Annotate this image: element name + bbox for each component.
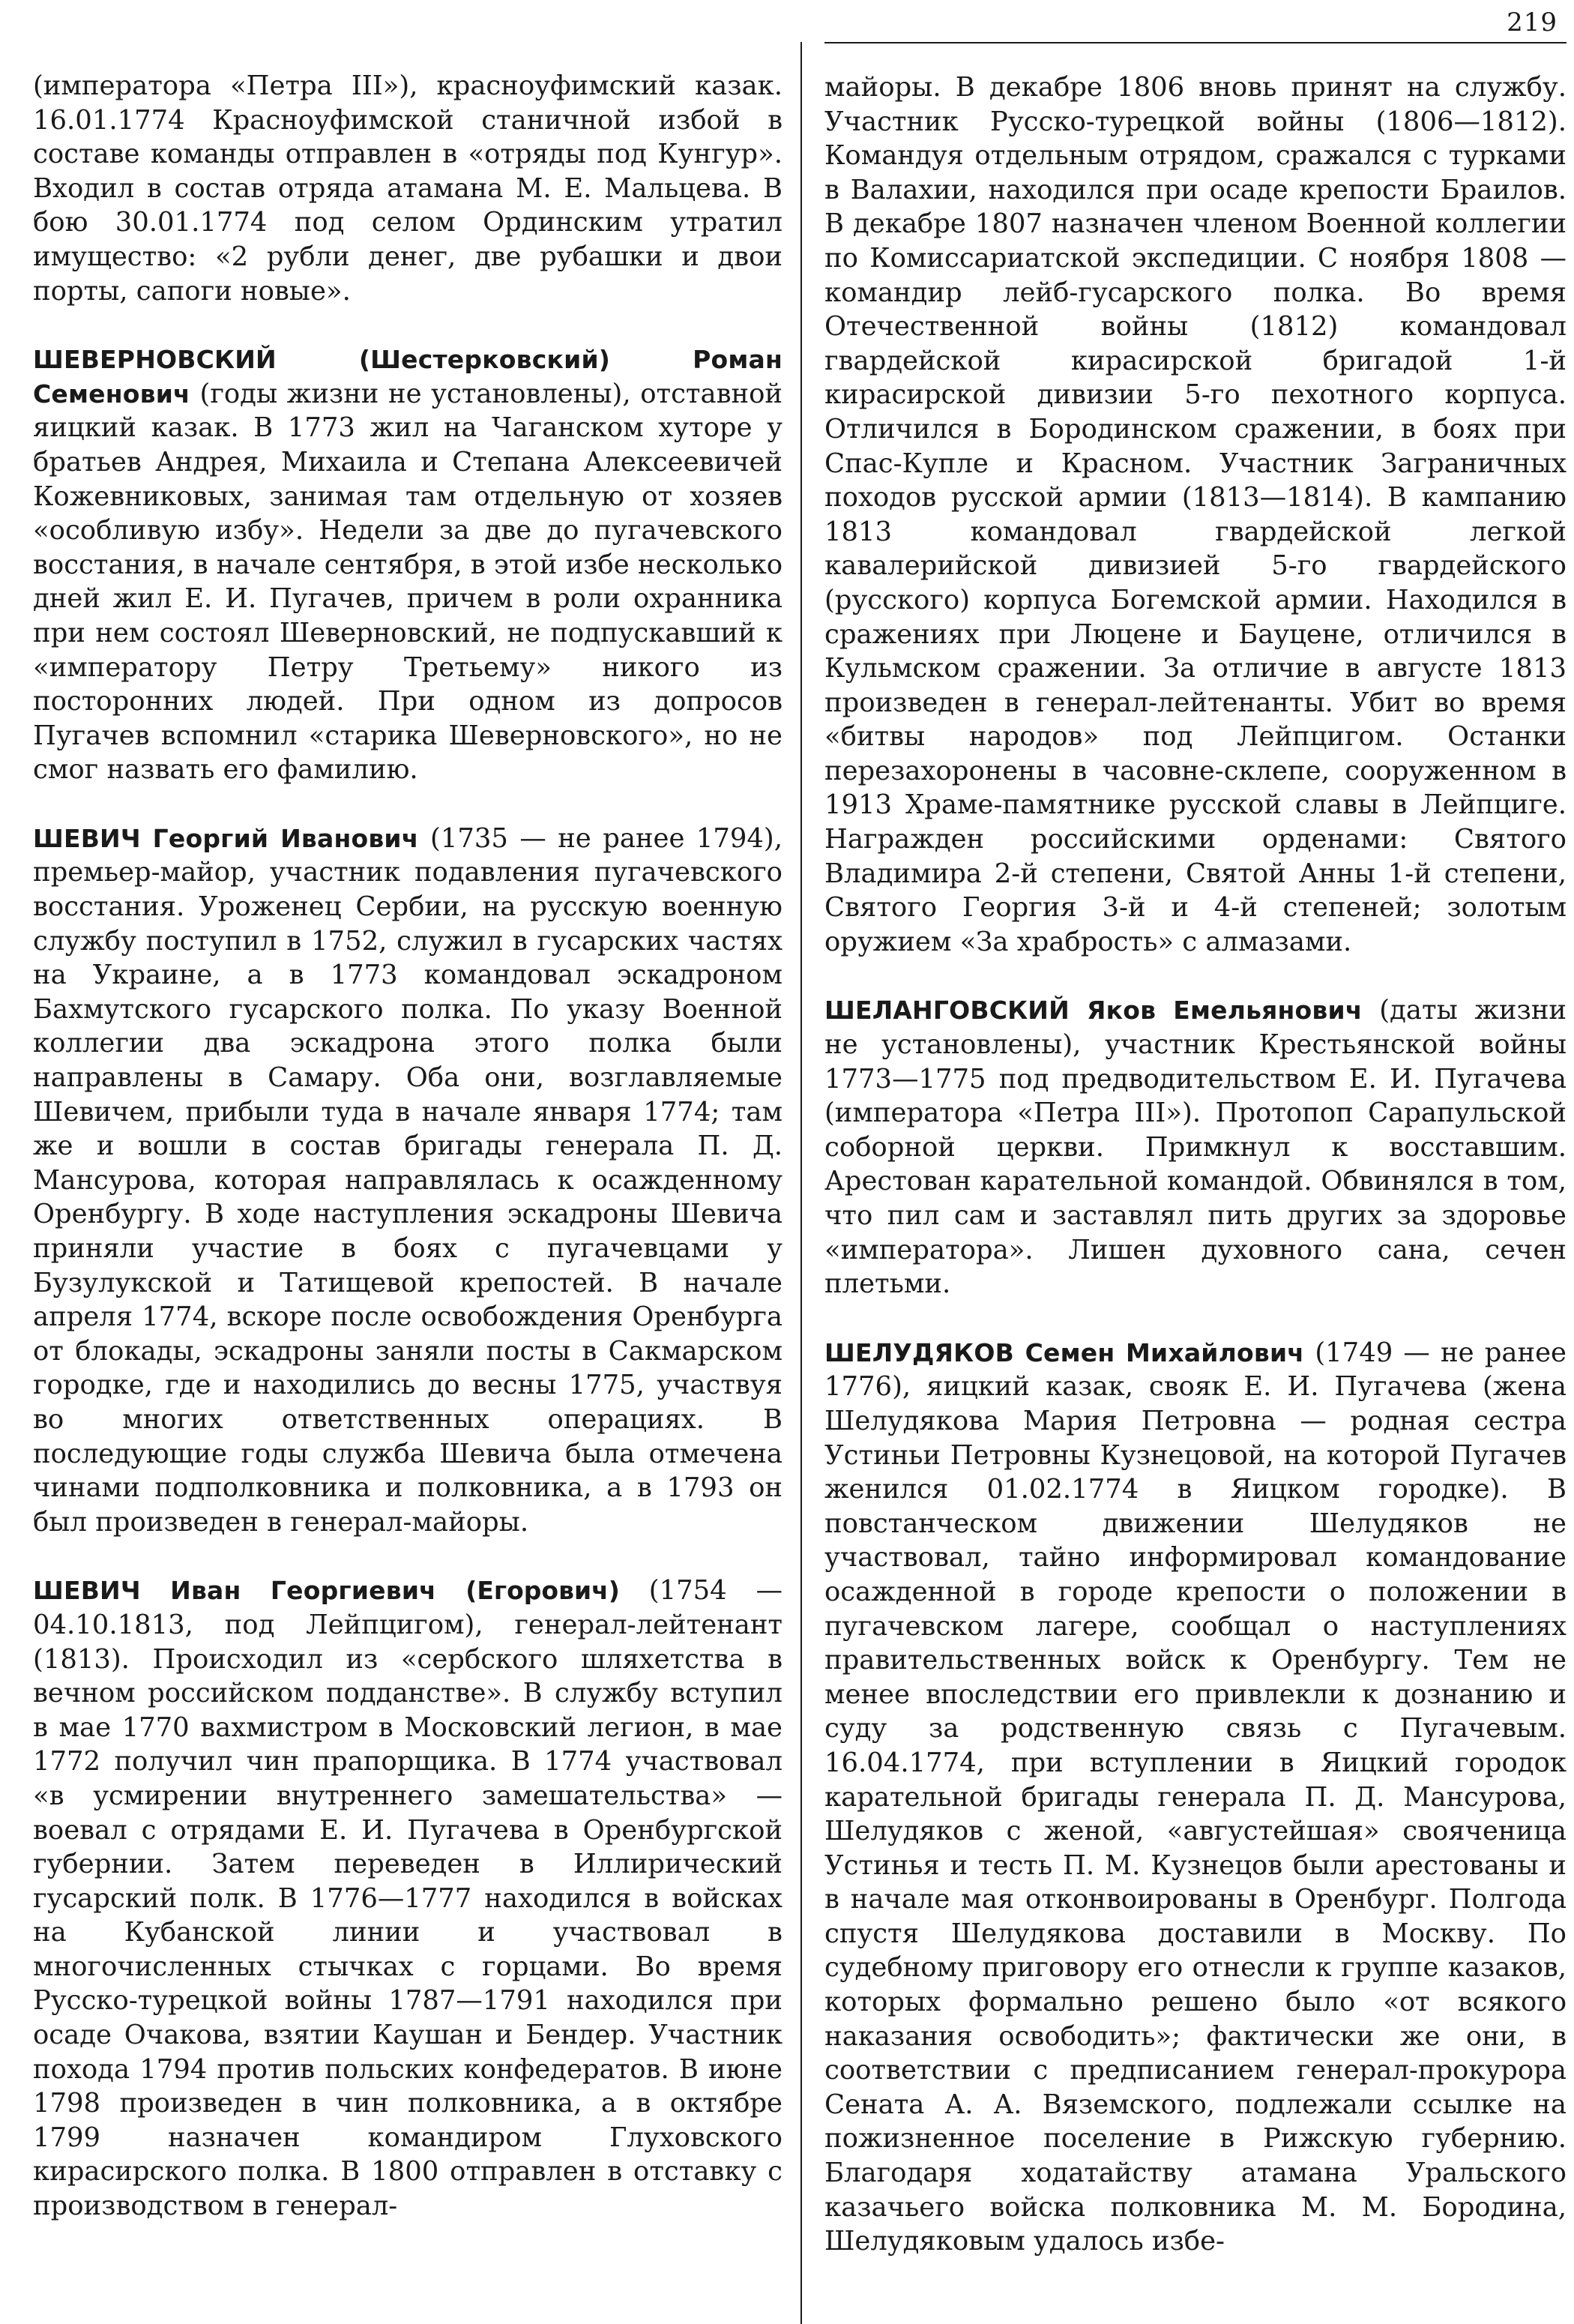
entry-continuation: (императора «Петра III»), красноуфимский казак. 16.01.1774 Красноуфимской станичной избой в составе команды отправлен в «отряды под Кунгур». Входил в состав отряда атамана М. Е. Мальцева. В бою 30.01.1774 под селом Ординским утратил имущество: «2 рубли денег, две рубашки и двои порты, сапоги новые». <box>33 70 783 307</box>
entry-headword: ШЕВИЧ Георгий Иванович <box>33 823 419 853</box>
entry-shevich-ivan <box>33 1574 783 2223</box>
entry-text: (даты жизни не установлены), участник Крестьянской войны 1773—1775 под предводительством Е. И. Пугачева (императора «Петра III»). Протопоп Сарапульской соборной церкви. Примкнул к восставшим. Арестован карательной командой. Обвинялся в том, что пил сам и заставлял пить других за здоровье «императора». Лишен духовного сана, сечен плетьми. <box>824 995 1567 1300</box>
entry-continuation: майоры. В декабре 1806 вновь принят на службу. Участник Русско-турецкой войны (1806—1812). Командуя отдельным отрядом, сражался с турками в Валахии, находился при осаде крепости Браилов. В декабре 1807 назначен членом Военной коллегии по Комиссариатской экспедиции. С ноября 1808 — командир лейб-гусарского полка. Во время Отечественной войны (1812) командовал гвардейской кирасирской бригадой 1-й кирасирской дивизии 5-го пехотного корпуса. Отличился в Бородинском сражении, в боях при Спас-Купле и Красном. Участник Заграничных походов русской армии (1813—1814). В кампанию 1813 командовал гвардейской легкой кавалерийской дивизией 5-го гвардейского (русского) корпуса Богемской армии. Находился в сражениях при Люцене и Бауцене, отличился в Кульмском сражении. За отличие в августе 1813 произведен в генерал-лейтенанты. Убит во время «битвы народов» под Лейпцигом. Останки перезахоронены в часовне-склепе, сооруженном в 1913 Храме-памятнике русской славы в Лейпциге. Награжден российскими орденами: Святого Владимира 2-й степени, Святой Анны 1-й степени, Святого Георгия 3-й и 4-й степеней; золотым оружием «За храбрость» с алмазами. <box>824 72 1567 957</box>
entry-headword: ШЕВЕРНОВСКИЙ (Шестерковский) Роман Семенович <box>33 345 783 409</box>
entry-text: (1749 — не ранее 1776), яицкий казак, свояк Е. И. Пугачева (жена Шелудякова Мария Петровна — родная сестра Устиньи Петровны Кузнецовой, на которой Пугачев женился 01.02.1774 в Яицком городке). В повстанческом движении Шелудяков не участвовал, тайно информировал командование осажденной в городе крепости о положении в пугачевском лагере, сообщал о наступлениях правительственных войск к Оренбургу. Тем не менее впоследствии его привлекли к дознанию и суду за родственную связь с Пугачевым. 16.04.1774, при вступлении в Яицкий городок карательной бригады генерала П. Д. Мансурова, Шелудяков с женой, «августейшая» свояченица Устинья и тесть П. М. Кузнецов были арестованы и в начале мая отконвоированы в Оренбург. Полгода спустя Шелудякова доставили в Москву. По судебному приговору его отнесли к группе казаков, которых формально решено было «от всякого наказания освободить»; фактически же они, в соответствии с предписанием генерал-прокурора Сената А. А. Вяземского, подлежали ссылке на пожизненное поселение в Рижскую губернию. Благодаря ходатайству атамана Уральского казачьего войска полковника М. М. Бородина, Шелудяковым удалось избе- <box>824 1337 1567 2257</box>
header-rule <box>824 42 1567 43</box>
column-divider <box>800 42 802 2324</box>
entry-text: (1735 — не ранее 1794), премьер-майор, участник подавления пугачевского восстания. Уроженец Сербии, на русскую военную службу поступил в 1752, служил в гусарских частях на Украине, а в 1773 командовал эскадроном Бахмутского гусарского полка. По указу Военной коллегии два эскадрона этого полка были направлены в Самару. Оба они, возглавляемые Шевичем, прибыли туда в начале января 1774; там же и вошли в состав бригады генерала П. Д. Мансурова, которая направлялась к осажденному Оренбургу. В ходе наступления эскадроны Шевича приняли участие в боях с пугачевцами у Бузулукской и Татищевой крепостей. В начале апреля 1774, вскоре после освобождения Оренбурга от блокады, эскадроны заняли посты в Сакмарском городке, где и находились до весны 1775, участвуя во многих ответственных операциях. В последующие годы служба Шевича была отмечена чинами подполковника и полковника, а в 1793 он был произведен в генерал-майоры. <box>33 822 783 1538</box>
entry-text: (1754 — 04.10.1813, под Лейпцигом), генерал-лейтенант (1813). Происходил из «сербского шляхетства в вечном российском подданстве». В службу вступил в мае 1770 вахмистром в Московский легион, в мае 1772 получил чин прапорщика. В 1774 участвовал «в усмирении внутреннего замешательства» — воевал с отрядами Е. И. Пугачева в Оренбургской губернии. Затем переведен в Иллирический гусарский полк. В 1776—1777 находился в войсках на Кубанской линии и участвовал в многочисленных стычках с горцами. Во время Русско-турецкой войны 1787—1791 находился при осаде Очакова, взятии Каушан и Бендер. Участник похода 1794 против польских конфедератов. В июне 1798 произведен в чин полковника, а в октябре 1799 назначен командиром Глуховского кирасирского полка. В 1800 отправлен в отставку с производством в генерал- <box>33 1575 783 2222</box>
left-column <box>33 69 783 2258</box>
entry-headword: ШЕЛАНГОВСКИЙ Яков Емельянович <box>824 996 1363 1026</box>
entry-shevich-georgy <box>33 822 783 1539</box>
entry-headword-variant: (Егорович) <box>436 1576 620 1606</box>
entry-sheludyakov <box>824 1336 1567 2259</box>
entry-headword: ШЕВИЧ Иван Георгиевич <box>33 1576 437 1606</box>
entry-headword: ШЕЛУДЯКОВ Семен Михайлович <box>824 1337 1305 1367</box>
page-number: 219 <box>1507 7 1558 37</box>
entry-shelangovsky <box>824 993 1567 1301</box>
entry-text: (годы жизни не установлены), отставной яицкий казак. В 1773 жил на Чаганском хуторе у братьев Андрея, Михаила и Степана Алексеевичей Кожевниковых, занимая там отдельную от хозяев «особливую избу». Недели за две до пугачевского восстания, в начале сентября, в этой избе несколько дней жил Е. И. Пугачев, причем в роли охранника при нем состоял Шеверновский, не подпускавший к «императору Петру Третьему» никого из посторонних людей. При одном из допросов Пугачев вспомнил «старика Шеверновского», но не смог назвать его фамилию. <box>33 378 783 786</box>
entry-shevernovsky <box>33 343 783 787</box>
right-column <box>824 70 1567 2293</box>
